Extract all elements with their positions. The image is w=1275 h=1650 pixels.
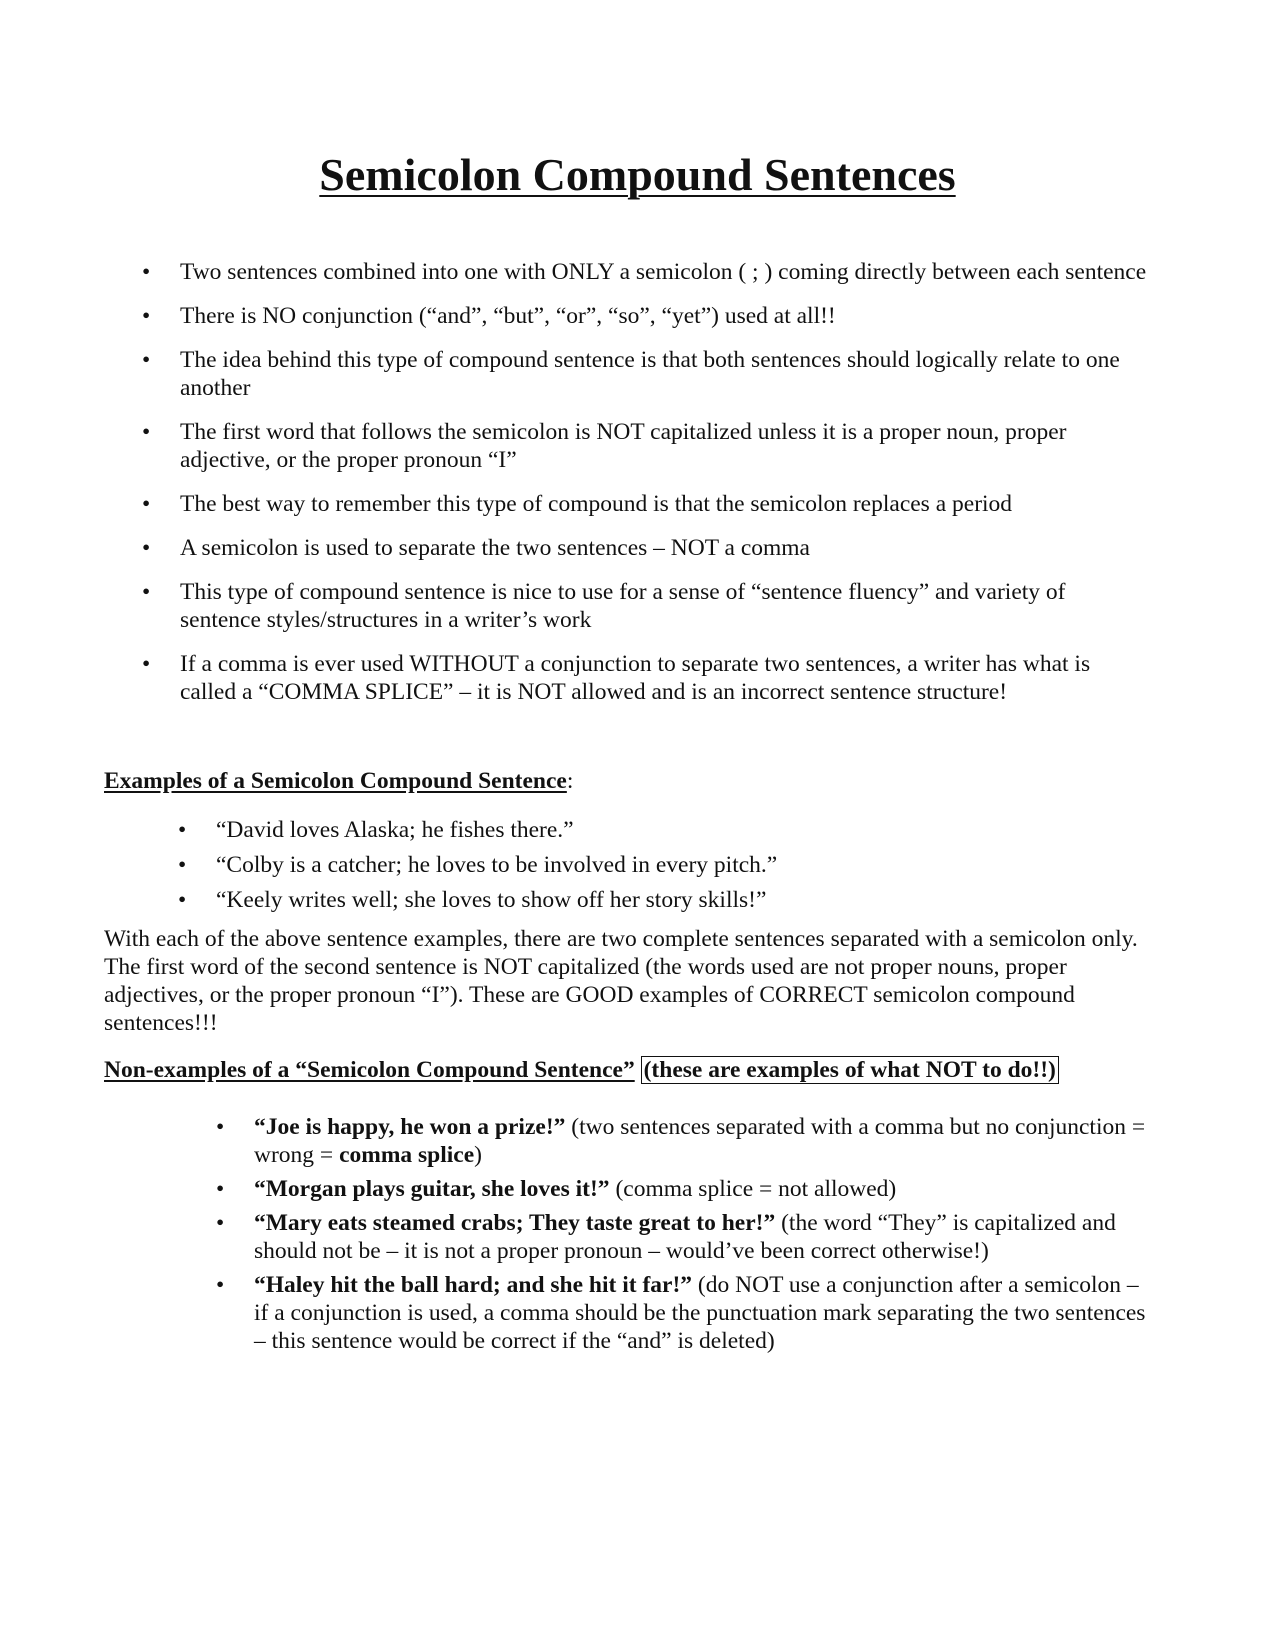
nonexample-comment: (the word “They” is capitalized and should not be – it is not a proper pronoun – would’ve been correct otherwise!) (254, 1210, 1116, 1264)
rule-text: There is NO conjunction (“and”, “but”, “or”, “so”, “yet”) used at all!! (180, 303, 836, 329)
nonexample-item (216, 1271, 1156, 1355)
rule-item (142, 302, 1152, 330)
nonexample-comment: (do NOT use a conjunction after a semicolon – if a conjunction is used, a comma should be the punctuation mark separating the two sentences – this sentence would be correct if the “and” is deleted) (254, 1272, 1146, 1354)
rule-item (142, 650, 1152, 706)
rule-item (142, 578, 1152, 634)
nonexample-sentence: “Morgan plays guitar, she loves it!” (254, 1176, 610, 1202)
rule-text: The first word that follows the semicolon is NOT capitalized unless it is a proper noun, proper adjective, or the proper pronoun “I” (180, 419, 1067, 473)
bullet-icon: • (142, 347, 151, 373)
rules-list (142, 258, 1152, 722)
bullet-icon: • (178, 887, 187, 913)
bullet-icon: • (216, 1176, 225, 1202)
bullet-icon: • (142, 535, 151, 561)
examples-heading-colon: : (566, 768, 574, 794)
nonexample-sentence: “Mary eats steamed crabs; They taste great to her!” (254, 1210, 776, 1236)
nonexample-comment: (two sentences separated with a comma but no conjunction = wrong = (254, 1114, 1146, 1168)
rule-item (142, 346, 1152, 402)
rule-text: The best way to remember this type of compound is that the semicolon replaces a period (180, 491, 1013, 517)
nonexample-comment: (comma splice = not allowed) (609, 1176, 897, 1202)
page-title: Semicolon Compound Sentences (319, 149, 956, 200)
rule-item (142, 534, 1152, 562)
example-item (178, 816, 1138, 844)
bullet-icon: • (142, 491, 151, 517)
examples-heading (104, 768, 573, 795)
nonexample-tail: ) (474, 1142, 482, 1168)
bullet-icon: • (216, 1114, 225, 1140)
example-text: “David loves Alaska; he fishes there.” (216, 817, 574, 843)
nonexamples-heading-text: Non-examples of a “Semicolon Compound Sentence” (104, 1057, 635, 1083)
bullet-icon: • (142, 579, 151, 605)
bullet-icon: • (178, 817, 187, 843)
nonexample-sentence: “Joe is happy, he won a prize!” (254, 1114, 566, 1140)
bullet-icon: • (142, 419, 151, 445)
rule-text: This type of compound sentence is nice to use for a sense of “sentence fluency” and variety of sentence styles/structures in a writer’s work (180, 579, 1066, 633)
rule-text: If a comma is ever used WITHOUT a conjunction to separate two sentences, a writer has what is called a “COMMA SPLICE” – it is NOT allowed and is an incorrect sentence structure! (180, 651, 1091, 705)
example-text: “Keely writes well; she loves to show off her story skills!” (216, 887, 767, 913)
nonexample-sentence: “Haley hit the ball hard; and she hit it far!” (254, 1272, 693, 1298)
bullet-icon: • (216, 1210, 225, 1236)
example-item (178, 886, 1138, 914)
nonexample-item (216, 1113, 1156, 1169)
nonexamples-list (216, 1113, 1156, 1361)
rule-item (142, 490, 1152, 518)
rule-text: The idea behind this type of compound sentence is that both sentences should logically relate to one another (180, 347, 1120, 401)
examples-heading-text: Examples of a Semicolon Compound Sentence (104, 768, 567, 794)
bullet-icon: • (178, 852, 187, 878)
nonexample-item (216, 1209, 1156, 1265)
nonexample-emphasis: comma splice (339, 1142, 475, 1168)
examples-explanation: With each of the above sentence examples, there are two complete sentences separated with a semicolon only. The first word of the second sentence is NOT capitalized (the words used are not proper nouns, proper adjectives, or the proper pronoun “I”). These are GOOD examples of CORRECT semicolon compound sentences!!! (104, 926, 1138, 1036)
nonexamples-heading (104, 1057, 1059, 1084)
example-item (178, 851, 1138, 879)
rule-text: A semicolon is used to separate the two sentences – NOT a comma (180, 535, 810, 561)
bullet-icon: • (142, 259, 151, 285)
rule-item (142, 418, 1152, 474)
rule-item (142, 258, 1152, 286)
nonexamples-warning-box: (these are examples of what NOT to do!!) (641, 1056, 1059, 1084)
rule-text: Two sentences combined into one with ONLY a semicolon ( ; ) coming directly between each sentence (180, 259, 1147, 285)
examples-list (178, 816, 1138, 921)
bullet-icon: • (216, 1272, 225, 1298)
bullet-icon: • (142, 651, 151, 677)
bullet-icon: • (142, 303, 151, 329)
nonexample-item (216, 1175, 1156, 1203)
example-text: “Colby is a catcher; he loves to be involved in every pitch.” (216, 852, 778, 878)
